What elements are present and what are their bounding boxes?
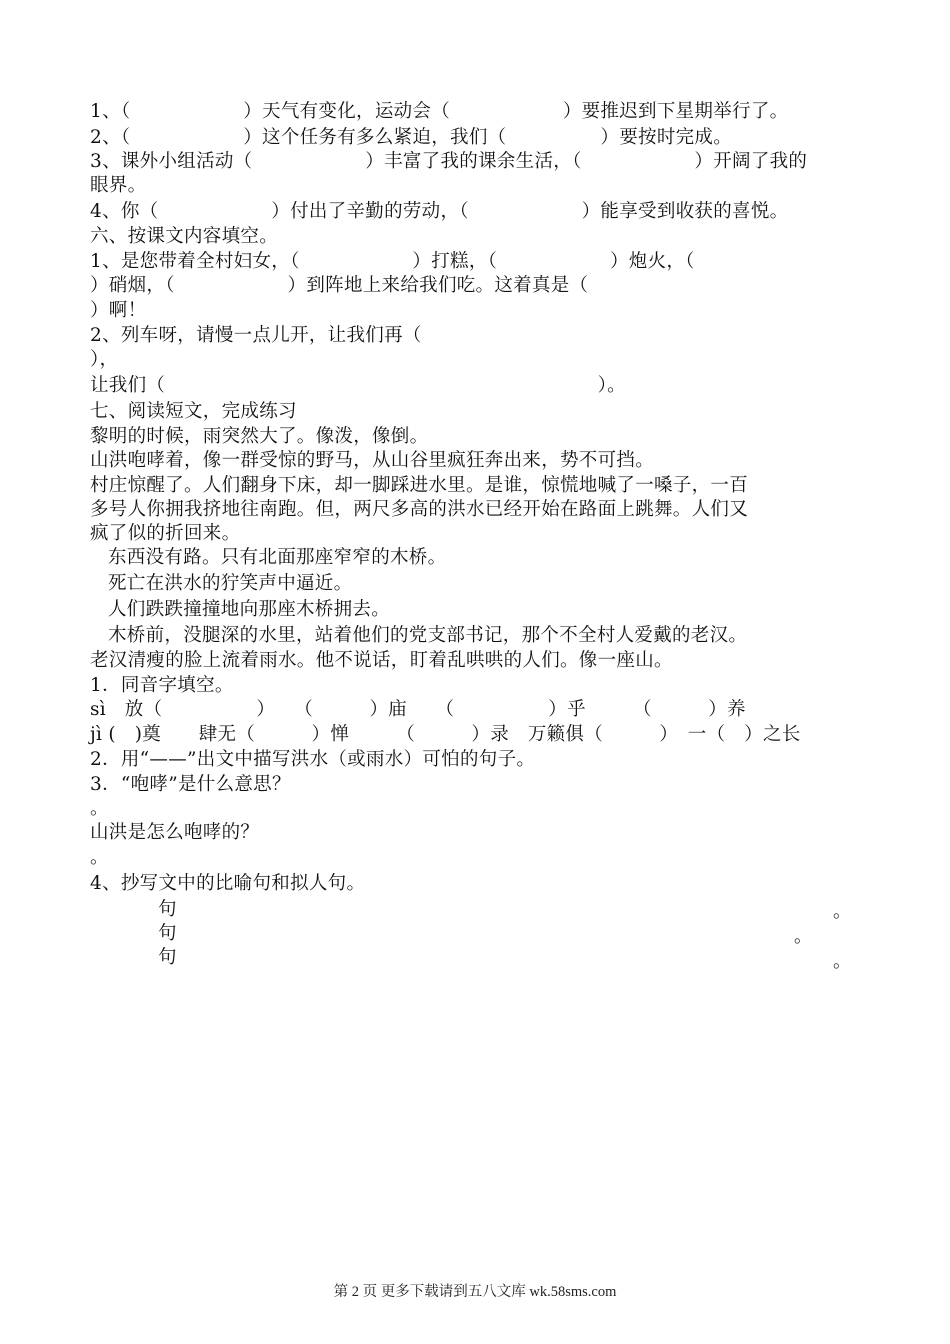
answer-line: 。 — [90, 847, 109, 868]
end-mark: 。 — [833, 901, 851, 922]
answer-line: 。 — [90, 798, 109, 819]
text-line: 2、列车呀，请慢一点儿开，让我们再（ — [90, 325, 422, 346]
passage-line: 多号人你拥我挤地往南跑。但，两尺多高的洪水已经开始在路面上跳舞。人们又 — [90, 499, 749, 520]
text-line: 眼界。 — [90, 175, 147, 196]
answer-line: 句 — [158, 947, 177, 968]
passage-line: 村庄惊醒了。人们翻身下床，却一脚踩进水里。是谁，惊慌地喊了一嗓子，一百 — [90, 475, 749, 496]
section-heading: 七、阅读短文，完成练习 — [90, 401, 297, 422]
question-title: 山洪是怎么咆哮的？ — [90, 822, 260, 843]
end-mark: 。 — [833, 951, 851, 972]
homophone-row: jì ( )奠 肆无（ ）惮 （ ）录 万籁俱（ ） 一（ ）之长 — [90, 724, 801, 745]
question-title: 3．“咆哮”是什么意思？ — [90, 774, 291, 795]
question-title: 1．同音字填空。 — [90, 675, 234, 696]
text-line: ）硝烟，（ ）到阵地上来给我们吃。这着真是（ — [90, 275, 589, 296]
question-title: 2．用“——”出文中描写洪水（或雨水）可怕的句子。 — [90, 749, 536, 770]
text-line: 1、是您带着全村妇女，（ ）打糕，（ ）炮火，（ — [90, 251, 695, 272]
page-footer: 第 2 页 更多下载请到五八文库 wk.58sms.com — [333, 1284, 617, 1300]
passage-line: 黎明的时候，雨突然大了。像泼，像倒。 — [90, 426, 429, 447]
passage-line: 疯了似的折回来。 — [90, 523, 241, 544]
passage-line: 人们跌跌撞撞地向那座木桥拥去。 — [108, 599, 391, 620]
text-line: ）啊！ — [90, 300, 147, 321]
answer-line: 句 — [158, 923, 177, 944]
text-line: 2、（ ）这个任务有多么紧迫，我们（ ）要按时完成。 — [90, 127, 733, 148]
homophone-row: sì 放（ ） （ ）庙 （ ）乎 （ ）养 — [90, 699, 746, 720]
text-line: 让我们（ ）。 — [90, 375, 626, 396]
text-line: 1、（ ）天气有变化，运动会（ ）要推迟到下星期举行了。 — [90, 101, 789, 122]
section-heading: 六、按课文内容填空。 — [90, 226, 279, 247]
end-mark: 。 — [794, 926, 812, 947]
passage-line: 木桥前，没腿深的水里，站着他们的党支部书记，那个不全村人爱戴的老汉。 — [108, 625, 748, 646]
question-title: 4、抄写文中的比喻句和拟人句。 — [90, 873, 366, 894]
passage-line: 老汉清瘦的脸上流着雨水。他不说话，盯着乱哄哄的人们。像一座山。 — [90, 650, 673, 671]
text-line: ）， — [90, 349, 119, 370]
text-line: 4、你（ ）付出了辛勤的劳动，（ ）能享受到收获的喜悦。 — [90, 201, 789, 222]
text-line: 3、课外小组活动（ ）丰富了我的课余生活，（ ）开阔了我的 — [90, 151, 808, 172]
passage-line: 死亡在洪水的狞笑声中逼近。 — [108, 573, 353, 594]
passage-line: 东西没有路。只有北面那座窄窄的木桥。 — [108, 547, 447, 568]
passage-line: 山洪咆哮着，像一群受惊的野马，从山谷里疯狂奔出来，势不可挡。 — [90, 450, 655, 471]
answer-line: 句 — [158, 899, 177, 920]
